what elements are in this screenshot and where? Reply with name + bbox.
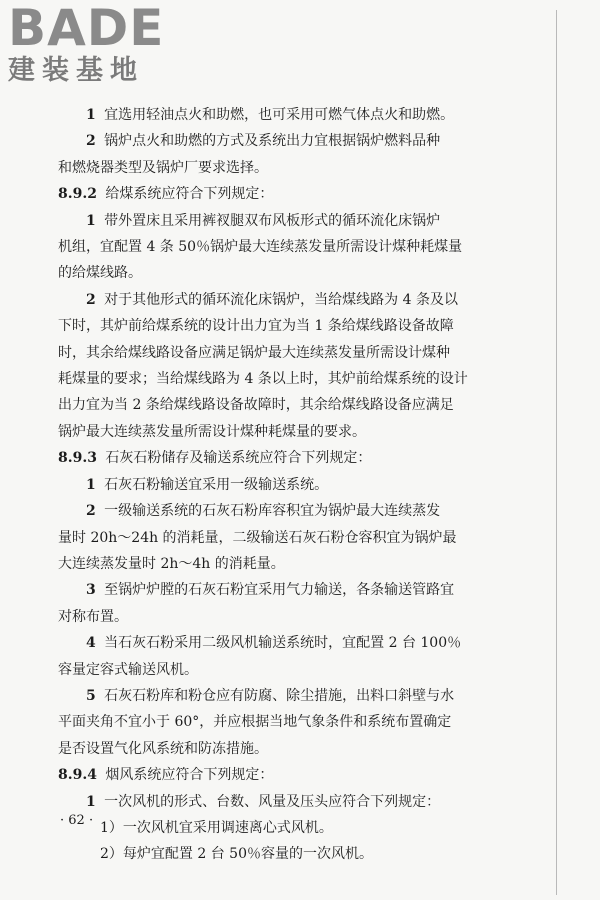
text-line (58, 128, 490, 154)
text-line (58, 392, 490, 418)
line-text: 耗煤量的要求；当给煤线路为 4 条以上时，其炉前给煤系统的设计 (58, 371, 468, 388)
text-line (58, 630, 490, 656)
item-number: 1 (86, 793, 96, 810)
item-number: 2 (86, 503, 96, 520)
line-text: 机组，宜配置 4 条 50％锅炉最大连续蒸发量所需设计煤种耗煤量 (58, 239, 463, 256)
text-line (58, 234, 490, 260)
text-line (58, 181, 490, 207)
section-number: 8.9.3 (58, 450, 97, 467)
line-text: 量时 20h～24h 的消耗量，二级输送石灰石粉仓容积宜为锅炉最 (58, 529, 457, 546)
line-text: 出力宜为当 2 条给煤线路设备故障时，其余给煤线路设备应满足 (58, 397, 454, 414)
line-text: 一次风机的形式、台数、风量及压头应符合下列规定： (104, 793, 441, 810)
text-line (58, 525, 490, 551)
document-body (58, 102, 490, 868)
text-line (58, 815, 490, 841)
text-line (58, 366, 490, 392)
section-number: 8.9.4 (58, 767, 97, 784)
text-line (58, 287, 490, 313)
text-line (58, 762, 490, 788)
text-line (58, 709, 490, 735)
text-line (58, 577, 490, 603)
item-number: 2 (86, 133, 96, 150)
line-text: 石灰石粉输送宜采用一级输送系统。 (104, 476, 329, 493)
line-text: 2）每炉宜配置 2 台 50％容量的一次风机。 (100, 846, 373, 863)
line-text: 当石灰石粉采用二级风机输送系统时，宜配置 2 台 100％ (104, 635, 462, 652)
line-text: 烟风系统应符合下列规定： (105, 767, 274, 784)
text-line (58, 841, 490, 867)
line-text: 锅炉最大连续蒸发量所需设计煤种耗煤量的要求。 (58, 423, 366, 440)
text-line (58, 260, 490, 286)
text-line (58, 155, 490, 181)
text-line (58, 313, 490, 339)
line-text: 石灰石粉储存及输送系统应符合下列规定： (105, 450, 372, 467)
line-text: 至锅炉炉膛的石灰石粉宜采用气力输送，各条输送管路宜 (104, 582, 455, 599)
page-edge-rule (556, 10, 557, 895)
line-text: 的给煤线路。 (58, 265, 142, 282)
line-text: 给煤系统应符合下列规定： (105, 186, 274, 203)
item-number: 5 (86, 687, 96, 704)
text-line (58, 604, 490, 630)
text-line (58, 683, 490, 709)
line-text: 下时，其炉前给煤系统的设计出力宜为当 1 条给煤线路设备故障 (58, 318, 454, 335)
text-line (58, 208, 490, 234)
line-text: 和燃烧器类型及锅炉厂要求选择。 (58, 159, 268, 176)
item-number: 1 (86, 107, 96, 123)
line-text: 大连续蒸发量时 2h～4h 的消耗量。 (58, 555, 285, 572)
line-text: 带外置床且采用裤衩腿双布风板形式的循环流化床锅炉 (104, 212, 441, 229)
line-text: 容量定容式输送风机。 (58, 661, 198, 678)
page-number: · 62 · (60, 813, 94, 828)
text-line (58, 551, 490, 577)
line-text: 一级输送系统的石灰石粉库容积宜为锅炉最大连续蒸发 (104, 503, 441, 520)
text-line (58, 736, 490, 762)
item-number: 3 (86, 582, 96, 599)
text-line (58, 340, 490, 366)
item-number: 2 (86, 291, 96, 308)
section-number: 8.9.2 (58, 186, 97, 203)
line-text: 1）一次风机宜采用调速离心式风机。 (100, 819, 333, 836)
text-line (58, 498, 490, 524)
text-line (58, 789, 490, 815)
text-line (58, 419, 490, 445)
text-line (58, 102, 490, 128)
line-text: 石灰石粉库和粉仓应有防腐、除尘措施，出料口斜壁与水 (104, 687, 455, 704)
logo-wordmark: BADE (8, 0, 165, 57)
item-number: 1 (86, 212, 96, 229)
item-number: 4 (86, 635, 96, 652)
text-line (58, 472, 490, 498)
logo (8, 2, 178, 88)
line-text: 平面夹角不宜小于 60°，并应根据当地气象条件和系统布置确定 (58, 714, 452, 731)
line-text: 宜选用轻油点火和助燃，也可采用可燃气体点火和助燃。 (104, 107, 455, 123)
line-text: 锅炉点火和助燃的方式及系统出力宜根据锅炉燃料品种 (104, 133, 441, 150)
line-text: 时，其余给煤线路设备应满足锅炉最大连续蒸发量所需设计煤种 (58, 344, 450, 361)
text-line (58, 445, 490, 471)
line-text: 是否设置气化风系统和防冻措施。 (58, 740, 268, 757)
item-number: 1 (86, 476, 96, 493)
line-text: 对于其他形式的循环流化床锅炉，当给煤线路为 4 条及以 (104, 291, 458, 308)
line-text: 对称布置。 (58, 608, 128, 625)
logo-subtitle: 建装基地 (8, 55, 144, 86)
text-line (58, 657, 490, 683)
